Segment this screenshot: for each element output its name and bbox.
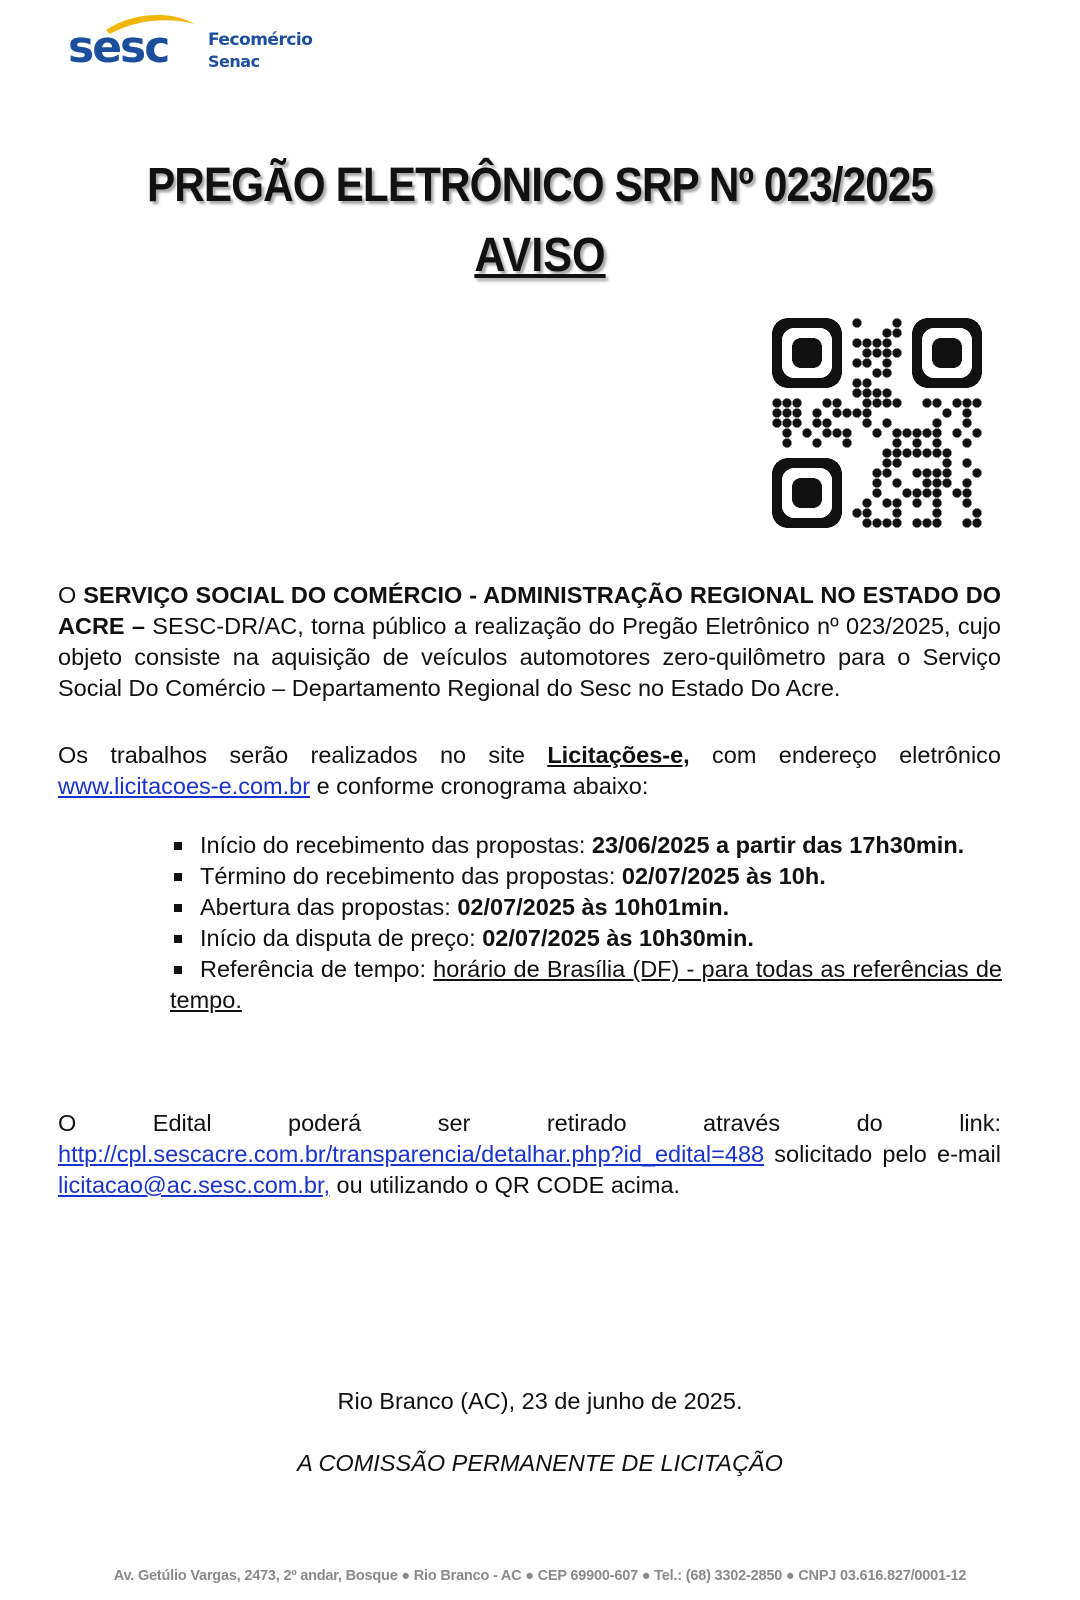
bullet-icon	[174, 873, 182, 881]
edital-link[interactable]: http://cpl.sescacre.com.br/transparencia/detalhar.php?id_edital=488	[58, 1141, 765, 1167]
list-item	[170, 892, 1002, 923]
signature: A COMISSÃO PERMANENTE DE LICITAÇÃO	[297, 1450, 783, 1476]
edital-tail: ou utilizando o QR CODE acima.	[330, 1172, 681, 1198]
schedule-label: Início da disputa de preço:	[200, 925, 483, 951]
bullet-icon	[174, 842, 182, 850]
sesc-logo	[62, 8, 362, 78]
time-reference-label: Referência de tempo:	[200, 956, 434, 982]
bullet-icon	[174, 904, 182, 912]
schedule-label: Início do recebimento das propostas:	[200, 832, 592, 858]
document-title: PREGÃO ELETRÔNICO SRP Nº 023/2025	[146, 159, 934, 212]
site-name: Licitações-e,	[547, 742, 690, 768]
schedule-value: 02/07/2025 às 10h01min.	[457, 894, 730, 920]
intro-rest: SESC-DR/AC, torna público a realização do Pregão Eletrônico nº 023/2025, cujo objeto consiste na aquisição de veículos automotores zero-quilômetro para o Serviço Social Do Comércio – Departamento Regional do Sesc no Estado Do Acre.	[58, 613, 1001, 701]
licitacoes-link[interactable]: www.licitacoes-e.com.br	[58, 773, 311, 799]
site-middle: com endereço eletrônico	[689, 742, 1001, 768]
site-paragraph	[58, 740, 1001, 802]
edital-lead: O Edital poderá ser retirado através do link:	[58, 1110, 1001, 1136]
time-reference-value: horário de Brasília (DF) - para todas as referências de tempo.	[170, 956, 1002, 1013]
list-item	[170, 954, 1002, 1016]
intro-paragraph	[58, 580, 1001, 704]
schedule-label: Abertura das propostas:	[200, 894, 458, 920]
edital-paragraph	[58, 1108, 1001, 1201]
document-subtitle: AVISO	[474, 229, 606, 282]
logo-senac: Senac	[208, 52, 260, 71]
logo-brand: sesc	[68, 22, 169, 73]
schedule-value: 02/07/2025 às 10h.	[621, 863, 826, 889]
footer-address: Av. Getúlio Vargas, 2473, 2º andar, Bosque ● Rio Branco - AC ● CEP 69900-607 ● Tel.: (68) 3302-2850 ● CNPJ 03.616.827/0001-12	[113, 1568, 967, 1584]
list-item	[170, 830, 1002, 861]
schedule-value: 02/07/2025 às 10h30min.	[482, 925, 754, 951]
site-lead: Os trabalhos serão realizados no site	[58, 742, 548, 768]
bullet-icon	[174, 966, 182, 974]
schedule-list	[170, 830, 1002, 1016]
list-item	[170, 923, 1002, 954]
bullet-icon	[174, 935, 182, 943]
logo-fecomercio: Fecomércio	[208, 30, 313, 50]
qr-code-icon[interactable]	[772, 318, 982, 528]
date-line: Rio Branco (AC), 23 de junho de 2025.	[337, 1388, 743, 1414]
edital-middle: solicitado pelo e-mail	[764, 1141, 1001, 1167]
list-item	[170, 861, 1002, 892]
email-link[interactable]: licitacao@ac.sesc.com.br,	[58, 1172, 331, 1198]
site-tail: e conforme cronograma abaixo:	[310, 773, 649, 799]
schedule-value: 23/06/2025 a partir das 17h30min.	[591, 832, 965, 858]
intro-lead: O	[58, 582, 84, 608]
intro-institution: SERVIÇO SOCIAL DO COMÉRCIO - ADMINISTRAÇÃO REGIONAL NO ESTADO DO ACRE –	[58, 582, 1001, 639]
schedule-label: Término do recebimento das propostas:	[200, 863, 622, 889]
